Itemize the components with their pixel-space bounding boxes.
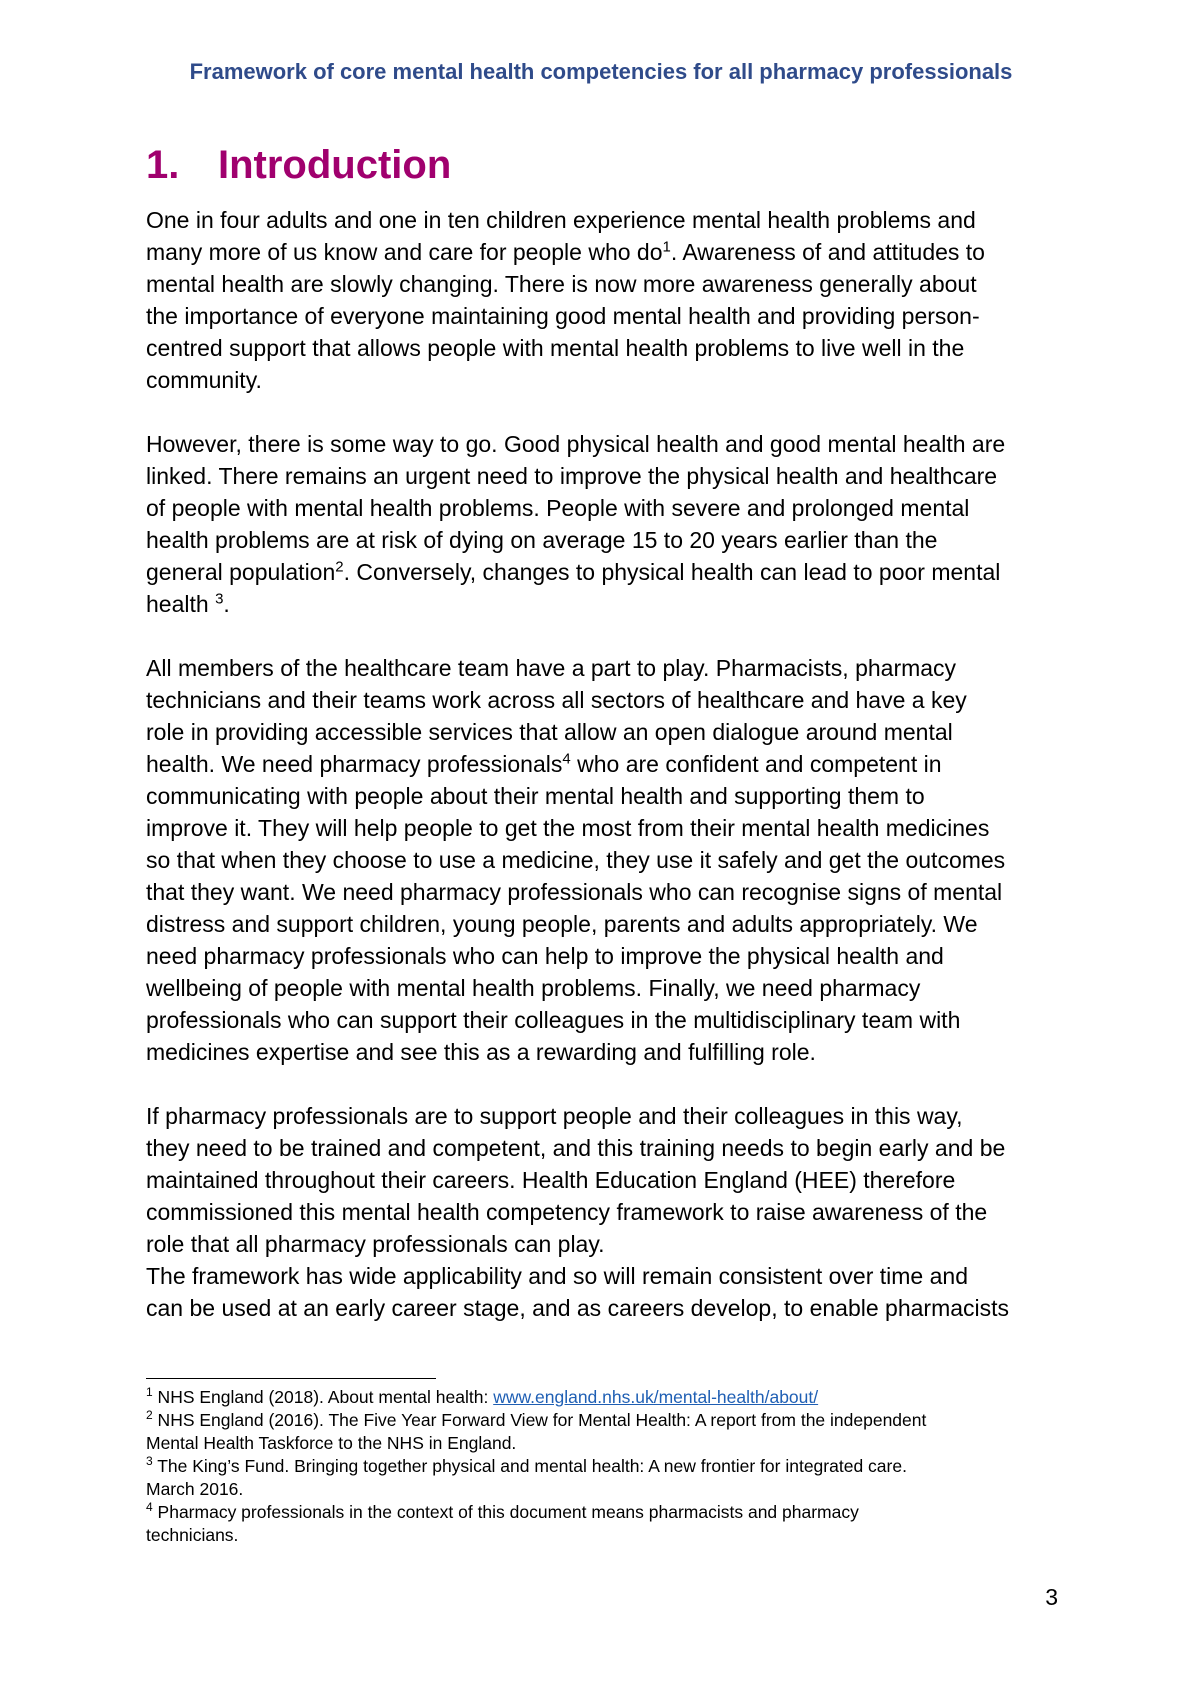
footnote-1: $^1$ NHS England (2018). About mental health: www.england.nhs.uk/mental-health/about/: [146, 1385, 819, 1407]
text-line: centred support that allows people with mental health problems to live well in the: [146, 335, 965, 361]
text-line: can be used at an early career stage, and as careers develop, to enable pharmacists: [146, 1295, 1010, 1321]
text-line: However, there is some way to go. Good physical health and good mental health are: [146, 431, 1006, 457]
text-line: role in providing accessible services that allow an open dialogue around mental: [146, 719, 953, 745]
text-line: health. We need pharmacy professionals$^4$ who are confident and competent in: [146, 750, 942, 777]
text-line: The framework has wide applicability and so will remain consistent over time and: [146, 1263, 968, 1289]
text-line: improve it. They will help people to get the most from their mental health medicines: [146, 815, 990, 841]
paragraph-5: [146, 1260, 1076, 1324]
text-line: community.: [146, 367, 262, 393]
footnotes: [146, 1386, 1076, 1547]
text-line: communicating with people about their mental health and supporting them to: [146, 783, 925, 809]
text-line: commissioned this mental health competency framework to raise awareness of the: [146, 1199, 988, 1225]
text-line: so that when they choose to use a medicine, they use it safely and get the outcomes: [146, 847, 1006, 873]
paragraph-2: [146, 428, 1076, 620]
text-line: role that all pharmacy professionals can play.: [146, 1231, 605, 1257]
section-number: 1.: [146, 143, 180, 187]
text-line: they need to be trained and competent, and this training needs to begin early and be: [146, 1135, 1006, 1161]
footnote-2: $^2$ NHS England (2016). The Five Year Forward View for Mental Health: A report from the independent Mental Health Taskforce to the NHS in England.: [146, 1408, 927, 1453]
text-line: mental health are slowly changing. There is now more awareness generally about: [146, 271, 977, 297]
paragraph-3: [146, 652, 1076, 1068]
text-line: If pharmacy professionals are to support people and their colleagues in this way,: [146, 1103, 963, 1129]
text-line: medicines expertise and see this as a rewarding and fulfilling role.: [146, 1039, 816, 1065]
text-line: One in four adults and one in ten children experience mental health problems and: [146, 207, 976, 233]
footnote-ref-1: 1: [662, 238, 671, 256]
running-header: Framework of core mental health competencies for all pharmacy professionals: [189, 59, 1013, 84]
footnote-ref-4: 4: [562, 750, 571, 768]
text-line: wellbeing of people with mental health problems. Finally, we need pharmacy: [146, 975, 921, 1001]
text-line: that they want. We need pharmacy professionals who can recognise signs of mental: [146, 879, 1003, 905]
text-line: All members of the healthcare team have a part to play. Pharmacists, pharmacy: [146, 655, 957, 681]
text-line: professionals who can support their colleagues in the multidisciplinary team with: [146, 1007, 961, 1033]
paragraph-4: [146, 1100, 1076, 1260]
text-line: health problems are at risk of dying on average 15 to 20 years earlier than the: [146, 527, 938, 553]
footnote-ref-3: 3: [215, 590, 224, 608]
text-line: many more of us know and care for people who $do^1$. Awareness of and attitudes to: [146, 238, 985, 265]
footnote-4: $^4$ Pharmacy professionals in the context of this document means pharmacists and pharmacy technicians.: [146, 1500, 859, 1545]
section-heading: [146, 140, 451, 190]
text-line: technicians and their teams work across all sectors of healthcare and have a key: [146, 687, 967, 713]
footnote-link[interactable]: www.england.nhs.uk/mental-health/about/: [493, 1387, 819, 1407]
footnote-separator: [146, 1378, 436, 1379]
text-line: general population$^2$. Conversely, changes to physical health can lead to poor mental: [146, 558, 1001, 585]
section-title: Introduction: [218, 143, 452, 187]
page-number: 3: [1045, 1584, 1058, 1610]
body-text: [146, 204, 1076, 1324]
text-line: the importance of everyone maintaining good mental health and providing person-: [146, 303, 980, 329]
text-line: need pharmacy professionals who can help to improve the physical health and: [146, 943, 944, 969]
footnote-ref-2: 2: [335, 558, 344, 576]
text-line: health $^3$.: [146, 590, 230, 617]
text-line: linked. There remains an urgent need to improve the physical health and healthcare: [146, 463, 998, 489]
paragraph-1: [146, 204, 1076, 396]
text-line: distress and support children, young people, parents and adults appropriately. We: [146, 911, 978, 937]
footnote-3: $^3$ The King’s Fund. Bringing together physical and mental health: A new frontier for integrated care. March 2016.: [146, 1454, 907, 1499]
text-line: maintained throughout their careers. Health Education England (HEE) therefore: [146, 1167, 956, 1193]
text-line: of people with mental health problems. People with severe and prolonged mental: [146, 495, 970, 521]
